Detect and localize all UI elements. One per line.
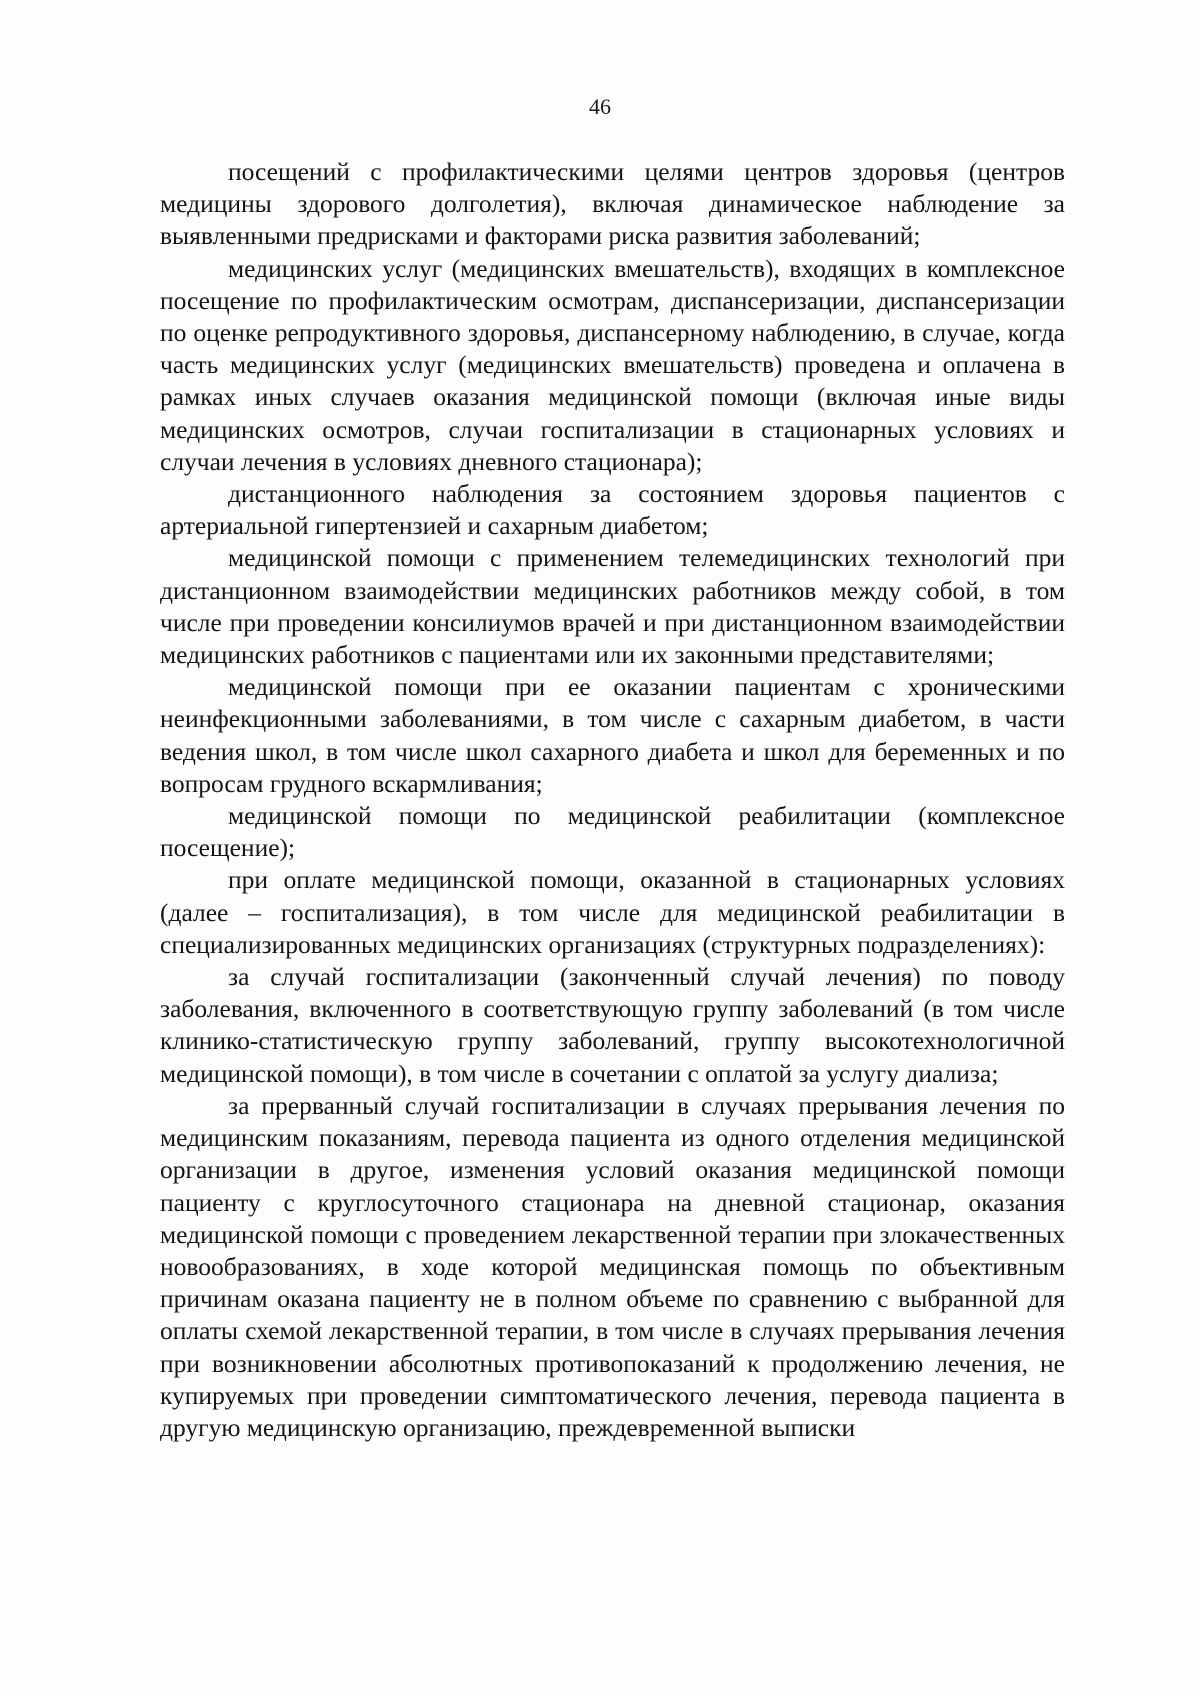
page-number: 46	[589, 94, 611, 119]
paragraph-hospitalization-case: за случай госпитализации (законченный случай лечения) по поводу заболевания, включенного в соответствующую группу заболеваний (в том числе клинико-статистическую группу заболеваний, группу высокотехнологичной медицинской помощи), в том числе в сочетании с оплатой за услугу диализа;	[160, 962, 1065, 1088]
paragraph-remote-monitoring: дистанционного наблюдения за состоянием здоровья пациентов с артериальной гипертензией и сахарным диабетом;	[160, 479, 1065, 541]
paragraph-chronic-diseases: медицинской помощи при ее оказании пациентам с хроническими неинфекционными заболеваниями, в том числе с сахарным диабетом, в части ведения школ, в том числе школ сахарного диабета и школ для беременных и по вопросам грудного вскармливания;	[160, 672, 1065, 798]
paragraph-medical-services: медицинских услуг (медицинских вмешательств), входящих в комплексное посещение по профилактическим осмотрам, диспансеризации, диспансеризации по оценке репродуктивного здоровья, диспансерному наблюдению, в случае, когда часть медицинских услуг (медицинских вмешательств) проведена и оплачена в рамках иных случаев оказания медицинской помощи (включая иные виды медицинских осмотров, случаи госпитализации в стационарных условиях и случаи лечения в условиях дневного стационара);	[160, 253, 1065, 476]
paragraph-preventive-visits: посещений с профилактическими целями центров здоровья (центров медицины здорового долголетия), включая динамическое наблюдение за выявленными предрисками и факторами риска развития заболеваний;	[160, 157, 1065, 251]
paragraph-inpatient-payment: при оплате медицинской помощи, оказанной в стационарных условиях (далее – госпитализация), в том числе для медицинской реабилитации в специализированных медицинских организациях (структурных подразделениях):	[160, 865, 1065, 959]
paragraph-rehabilitation: медицинской помощи по медицинской реабилитации (комплексное посещение);	[160, 801, 1065, 863]
paragraph-telemedicine: медицинской помощи с применением телемедицинских технологий при дистанционном взаимодействии медицинских работников между собой, в том числе при проведении консилиумов врачей и при дистанционном взаимодействии медицинских работников с пациентами или их законными представителями;	[160, 543, 1065, 670]
document-body	[160, 156, 1065, 1444]
paragraph-interrupted-case: за прерванный случай госпитализации в случаях прерывания лечения по медицинским показаниям, перевода пациента из одного отделения медицинской организации в другое, изменения условий оказания медицинской помощи пациенту с круглосуточного стационара на дневной стационар, оказания медицинской помощи с проведением лекарственной терапии при злокачественных новообразованиях, в ходе которой медицинская помощь по объективным причинам оказана пациенту не в полном объеме по сравнению с выбранной для оплаты схемой лекарственной терапии, в том числе в случаях прерывания лечения при возникновении абсолютных противопоказаний к продолжению лечения, не купируемых при проведении симптоматического лечения, перевода пациента в другую медицинскую организацию, преждевременной выписки	[160, 1090, 1065, 1442]
